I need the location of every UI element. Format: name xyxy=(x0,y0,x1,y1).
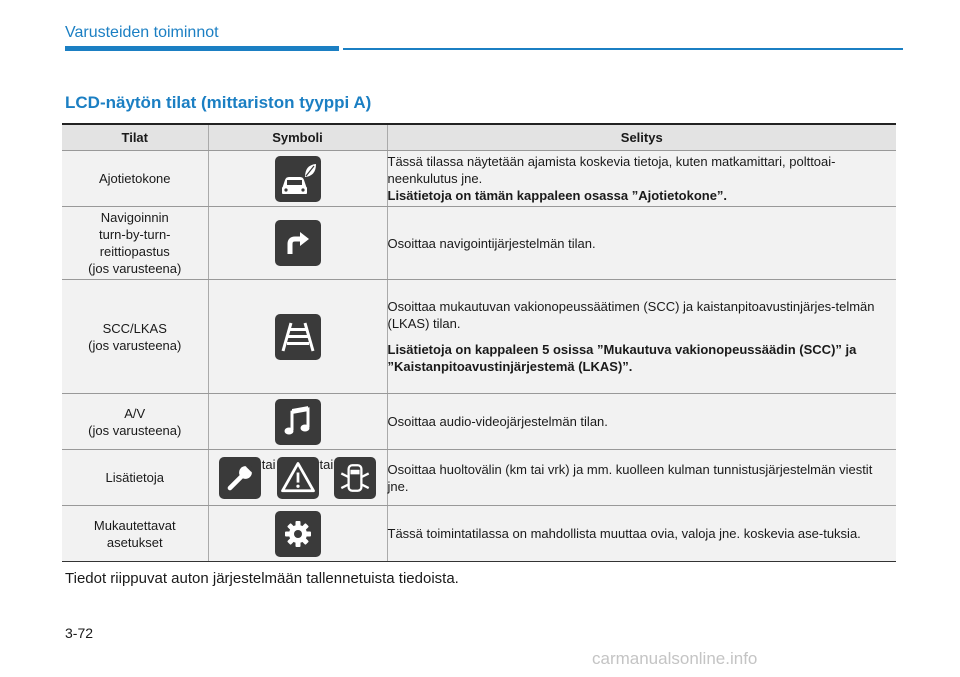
music-note-icon xyxy=(275,399,321,445)
mode-label: Lisätietoja xyxy=(105,470,165,485)
mode-label: turn-by-turn- xyxy=(98,227,171,242)
symbol-cell xyxy=(208,394,387,450)
gear-icon xyxy=(275,511,321,557)
description-text: Tässä tilassa näytetään ajamista koskevia tietoja, kuten matkamittari, polttoai-neenkulutus jne. xyxy=(387,154,836,186)
table-row xyxy=(62,506,896,562)
mode-label: asetukset xyxy=(106,534,163,550)
symbol-cell xyxy=(208,207,387,280)
table-header-row xyxy=(62,124,896,151)
description-cell xyxy=(387,280,896,394)
lcd-modes-table xyxy=(62,123,896,562)
car-leaf-icon xyxy=(275,156,321,202)
description-text: Osoittaa mukautuvan vakionopeussäätimen (SCC) ja kaistanpitoavustinjärjes-telmän (LKAS) tilan. xyxy=(387,299,875,331)
chapter-title: Varusteiden toiminnot xyxy=(65,24,219,41)
car-doors-icon xyxy=(334,457,376,499)
mode-label: Navigoinnin xyxy=(100,210,169,225)
mode-cell xyxy=(62,506,208,562)
mode-label: (jos varusteena) xyxy=(88,422,182,438)
description-reference: Lisätietoja on tämän kappaleen osassa ”Ajotietokone”. xyxy=(387,188,728,203)
column-header-symbol: Symboli xyxy=(208,124,387,151)
description-text: Tässä toimintatilassa on mahdollista muuttaa ovia, valoja jne. koskevia ase-tuksia. xyxy=(387,526,861,541)
or-separator: tai xyxy=(319,456,334,472)
column-header-description: Selitys xyxy=(387,124,896,151)
description-reference: Lisätietoja on kappaleen 5 osissa ”Mukautuva vakionopeussäädin (SCC)” ja ”Kaistanpitoavustinjärjestemä (LKAS)”. xyxy=(387,342,857,374)
description-text: Osoittaa huoltovälin (km tai vrk) ja mm. kuolleen kulman tunnistusjärjestelmän viestit jne. xyxy=(387,461,873,494)
table-row xyxy=(62,394,896,450)
footer-note: Tiedot riippuvat auton järjestelmään tallennetuista tiedoista. xyxy=(65,570,459,587)
description-text: Osoittaa audio-videojärjestelmän tilan. xyxy=(387,414,608,429)
mode-label: SCC/LKAS xyxy=(102,320,167,336)
table-row xyxy=(62,151,896,207)
mode-label: Ajotietokone xyxy=(98,171,171,186)
mode-cell xyxy=(62,450,208,506)
symbol-cell xyxy=(208,151,387,207)
mode-cell xyxy=(62,207,208,280)
watermark-text: carmanualsonline.info xyxy=(592,649,758,668)
lane-assist-icon xyxy=(275,314,321,360)
mode-label: (jos varusteena) xyxy=(88,337,182,353)
symbol-cell xyxy=(208,280,387,394)
mode-cell xyxy=(62,151,208,207)
description-cell xyxy=(387,207,896,280)
symbol-cell xyxy=(208,506,387,562)
mode-label: Mukautettavat xyxy=(93,517,176,533)
warning-triangle-icon xyxy=(277,457,319,499)
description-cell xyxy=(387,506,896,562)
table-row xyxy=(62,207,896,280)
description-text: Osoittaa navigointijärjestelmän tilan. xyxy=(387,235,596,251)
or-separator: tai xyxy=(261,456,276,472)
description-cell xyxy=(387,394,896,450)
symbol-cell xyxy=(208,450,387,506)
column-header-mode: Tilat xyxy=(62,124,208,151)
section-title: LCD-näytön tilat (mittariston tyyppi A) xyxy=(65,93,372,112)
mode-cell xyxy=(62,280,208,394)
table-row xyxy=(62,450,896,506)
header-divider-line xyxy=(343,48,903,50)
mode-label: (jos varusteena) xyxy=(88,261,182,276)
page-number: 3-72 xyxy=(65,625,94,641)
description-cell xyxy=(387,151,896,207)
wrench-icon xyxy=(219,457,261,499)
header-accent-bar xyxy=(65,46,339,51)
mode-label: reittiopastus xyxy=(99,244,170,259)
mode-cell xyxy=(62,394,208,450)
turn-arrow-icon xyxy=(275,220,321,266)
description-cell xyxy=(387,450,896,506)
mode-label: A/V xyxy=(124,405,146,421)
table-row xyxy=(62,280,896,394)
